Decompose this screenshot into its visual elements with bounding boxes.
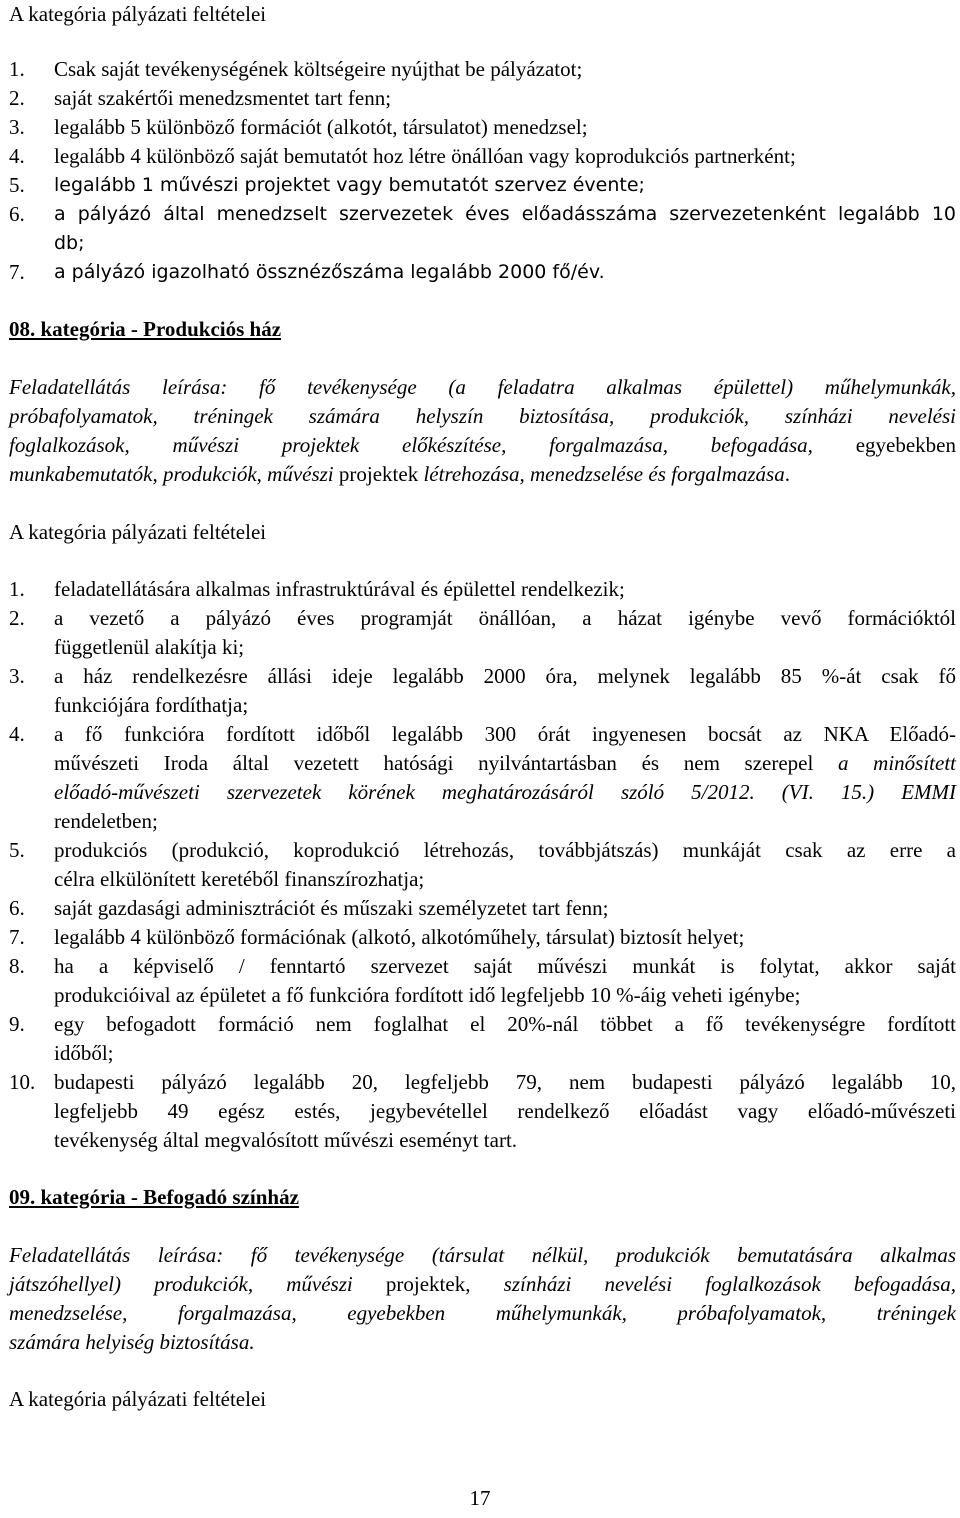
- section-title: A kategória pályázati feltételei: [9, 2, 267, 26]
- list-item: legalább 5 különböző formációt (alkotót, társulatot) menedzsel;: [54, 115, 588, 139]
- list-number: 2.: [9, 606, 25, 630]
- list-number: 4.: [9, 722, 25, 746]
- list-item: a fő funkcióra fordított időből legalább 300 órát ingyenesen bocsát az NKA Előadó-: [54, 722, 956, 746]
- list-number: 5.: [9, 173, 25, 197]
- list-item: saját szakértői menedzsmentet tart fenn;: [54, 86, 392, 110]
- description-line: Feladatellátás leírása: fő tevékenysége (társulat nélkül, produkciók bemutatására alkalmas: [9, 1243, 956, 1267]
- list-item: Csak saját tevékenységének költségeire nyújthat be pályázatot;: [54, 57, 583, 81]
- section-title: A kategória pályázati feltételei: [9, 520, 267, 544]
- list-item-continuation: produkcióival az épületet a fő funkcióra fordított idő legfeljebb 10 %-áig veheti igénybe;: [54, 983, 801, 1007]
- list-item-continuation: funkciójára fordíthatja;: [54, 693, 249, 717]
- section-title: A kategória pályázati feltételei: [9, 1387, 267, 1411]
- list-item-segment: művészeti Iroda által vezetett hatósági nyilvántartásban és nem szerepel: [54, 751, 814, 775]
- list-item-segment: a minősített: [838, 751, 957, 775]
- list-item-continuation: db;: [54, 232, 85, 254]
- description-line: [9, 461, 790, 487]
- list-item: feladatellátására alkalmas infrastruktúrával és épülettel rendelkezik;: [54, 577, 625, 601]
- page-number: 17: [469, 1486, 491, 1510]
- list-item: egy befogadott formáció nem foglalhat el 20%-nál többet a fő tevékenységre fordított: [54, 1012, 956, 1036]
- list-item: ha a képviselő / fenntartó szervezet saját művészi munkát is folytat, akkor saját: [54, 954, 956, 978]
- list-number: 3.: [9, 115, 25, 139]
- description-segment: színházi nevelési foglalkozások befogadása,: [503, 1272, 957, 1296]
- list-number: 8.: [9, 954, 25, 978]
- list-item: legalább 4 különböző saját bemutatót hoz létre önállóan vagy koprodukciós partnerként;: [54, 144, 796, 168]
- description-line: próbafolyamatok, tréningek számára helyszín biztosítása, produkciók, színházi nevelési: [9, 404, 956, 428]
- list-item-continuation: célra elkülönített keretéből finanszírozhatja;: [54, 867, 425, 891]
- list-item-continuation: időből;: [54, 1041, 114, 1065]
- list-number: 2.: [9, 86, 25, 110]
- list-number: 1.: [9, 57, 25, 81]
- description-line: számára helyiség biztosítása.: [9, 1330, 255, 1354]
- list-number: 4.: [9, 144, 25, 168]
- description-line: Feladatellátás leírása: fő tevékenysége (a feladatra alkalmas épülettel) műhelymunkák,: [9, 375, 956, 399]
- description-line: [9, 432, 956, 458]
- list-number: 6.: [9, 896, 25, 920]
- category-heading: 08. kategória - Produkciós ház: [9, 317, 282, 341]
- description-segment: létrehozása, menedzselése és forgalmazása: [423, 462, 785, 486]
- description-line: [9, 1271, 956, 1297]
- list-item: produkciós (produkció, koprodukció létrehozás, továbbjátszás) munkáját csak az erre a: [54, 838, 956, 862]
- list-item: legalább 1 művészi projektet vagy bemutatót szervez évente;: [54, 174, 645, 196]
- list-number: 1.: [9, 577, 25, 601]
- list-item: saját gazdasági adminisztrációt és műszaki személyzetet tart fenn;: [54, 896, 609, 920]
- list-item: a pályázó által menedzselt szervezetek éves előadásszáma szervezetenként legalább 10: [54, 203, 956, 225]
- list-item: a pályázó igazolható össznézőszáma legalább 2000 fő/év.: [54, 261, 605, 283]
- list-item: budapesti pályázó legalább 20, legfeljebb 79, nem budapesti pályázó legalább 10,: [54, 1070, 956, 1094]
- list-item-continuation: rendeletben;: [54, 809, 158, 833]
- description-segment: egyebekben: [855, 433, 956, 457]
- description-segment: .: [784, 462, 790, 486]
- list-number: 9.: [9, 1012, 25, 1036]
- description-segment: játszóhellyel) produkciók, művészi: [9, 1272, 353, 1296]
- description-segment: foglalkozások, művészi projektek előkészítése, forgalmazása, befogadása,: [9, 433, 813, 457]
- list-item-continuation: előadó-művészeti szervezetek körének meghatározásáról szóló 5/2012. (VI. 15.) EMMI: [54, 780, 956, 804]
- description-segment: projektek: [338, 462, 419, 486]
- list-number: 6.: [9, 202, 25, 226]
- list-number: 7.: [9, 260, 25, 284]
- list-item-continuation: tevékenység által megvalósított művészi eseményt tart.: [54, 1128, 518, 1152]
- category-heading: 09. kategória - Befogadó színház: [9, 1185, 299, 1209]
- list-number: 7.: [9, 925, 25, 949]
- description-segment: projektek,: [385, 1272, 471, 1296]
- list-item: legalább 4 különböző formációnak (alkotó, alkotóműhely, társulat) biztosít helyet;: [54, 925, 745, 949]
- description-segment: munkabemutatók, produkciók, művészi: [9, 462, 334, 486]
- list-item: a vezető a pályázó éves programját önállóan, a házat igénybe vevő formációktól: [54, 606, 956, 630]
- list-item-continuation: legfeljebb 49 egész estés, jegybevétellel rendelkező előadást vagy előadó-művészeti: [54, 1099, 956, 1123]
- list-number: 5.: [9, 838, 25, 862]
- list-number: 3.: [9, 664, 25, 688]
- list-number: 10.: [9, 1070, 36, 1094]
- list-item-continuation: [54, 750, 956, 776]
- description-line: menedzselése, forgalmazása, egyebekben műhelymunkák, próbafolyamatok, tréningek: [9, 1301, 956, 1325]
- list-item-continuation: függetlenül alakítja ki;: [54, 635, 245, 659]
- list-item: a ház rendelkezésre állási ideje legalább 2000 óra, melynek legalább 85 %-át csak fő: [54, 664, 956, 688]
